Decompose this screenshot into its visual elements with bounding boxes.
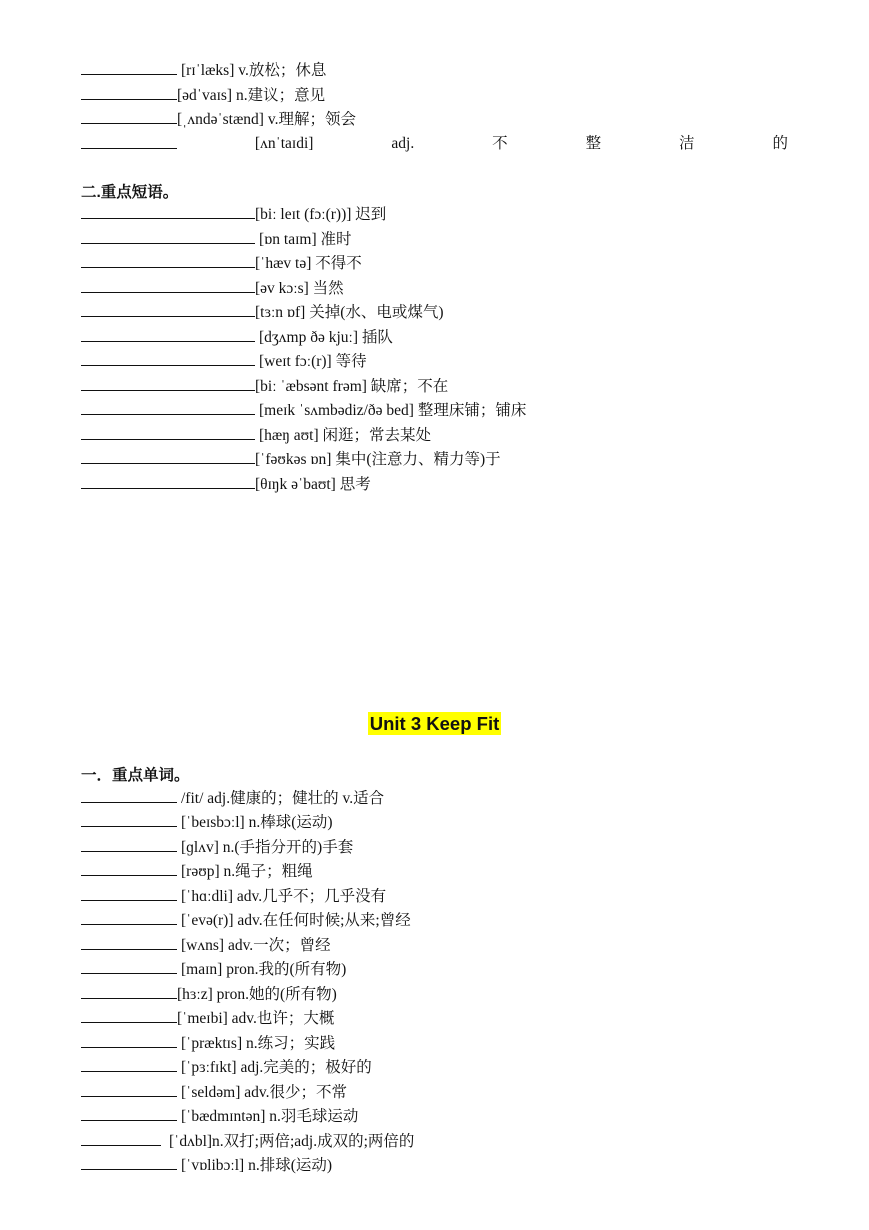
phonetic: [hæŋ aʊt] [259,427,319,444]
phonetic: [ˈpræktɪs] [181,1035,243,1052]
phonetic: [biː ˈæbsənt frəm] [255,378,367,395]
word-part: 洁 [679,135,695,152]
answer-blank[interactable] [81,472,255,489]
answer-blank[interactable] [81,83,177,100]
phonetic: [wʌns] [181,937,225,954]
vocab-line [81,908,411,932]
phonetic: [ˈdʌbl] [169,1133,213,1150]
meaning: 关掉(水、电或煤气) [309,304,444,321]
vocab-line [81,810,333,834]
phonetic: [ʌnˈtaɪdi] [254,135,314,152]
vocab-line [81,786,384,810]
vocab-line [81,1129,414,1153]
unit-title-text: Unit 3 Keep Fit [369,713,500,734]
meaning: 不得不 [315,255,362,272]
meaning: v.理解；领会 [267,111,356,128]
vocab-line [81,1104,358,1128]
answer-blank[interactable] [81,325,255,342]
answer-blank[interactable] [81,884,177,901]
vocab-line [81,107,356,131]
phonetic: [tɜːn ɒf] [255,304,306,321]
answer-blank[interactable] [81,786,177,803]
answer-blank[interactable] [81,933,177,950]
answer-blank[interactable] [81,1153,177,1170]
phonetic: [rəʊp] [181,863,220,880]
answer-blank[interactable] [81,1055,177,1072]
phonetic: [ɡlʌv] [181,839,219,856]
answer-blank[interactable] [81,1129,161,1146]
meaning: 思考 [339,476,371,493]
phonetic: [əv kɔːs] [255,280,309,297]
phrase-line [81,349,367,373]
vocab-line [81,83,325,107]
meaning: n.双打;两倍;adj.成双的;两倍的 [212,1133,415,1150]
meaning: 缺席；不在 [370,378,449,395]
phonetic: [ˈevə(r)] [181,912,234,929]
phrase-line [81,374,448,398]
meaning: n.排球(运动) [248,1157,333,1174]
answer-blank[interactable] [81,835,177,852]
meaning: n.(手指分开的)手套 [222,839,354,856]
meaning: v.放松；休息 [238,62,327,79]
section-heading-words: 一．重点单词。 [81,767,190,784]
answer-blank[interactable] [81,1080,177,1097]
meaning: n.羽毛球运动 [269,1108,359,1125]
meaning: n.绳子；粗绳 [223,863,313,880]
word-part: 不 [492,135,508,152]
answer-blank[interactable] [81,202,255,219]
answer-blank[interactable] [81,349,255,366]
meaning: n.建议；意见 [235,87,326,104]
phonetic: [biː leɪt (fɔː(r))] [255,206,352,223]
word-part: 的 [772,135,788,152]
answer-blank[interactable] [81,132,177,149]
answer-blank[interactable] [81,1104,177,1121]
meaning: pron.我的(所有物) [226,961,347,978]
phonetic: [meɪk ˈsʌmbədiz/ðə bed] [259,402,414,419]
answer-blank[interactable] [81,1031,177,1048]
unit-title [0,713,869,735]
phonetic: [ˌʌndəˈstænd] [177,111,264,128]
answer-blank[interactable] [81,251,255,268]
vocab-line [81,1006,334,1030]
vocab-line-justified [81,132,788,156]
phonetic: /fit/ [181,790,204,807]
phonetic: [maɪn] [181,961,223,978]
answer-blank[interactable] [81,447,255,464]
phrase-line [81,300,444,324]
phonetic: [weɪt fɔː(r)] [259,353,332,370]
phonetic: [ɒn taɪm] [259,231,317,248]
vocab-line [81,1055,372,1079]
meaning: 整理床铺；铺床 [417,402,527,419]
meaning: adv.一次；曾经 [227,937,331,954]
meaning: 集中(注意力、精力等)于 [335,451,501,468]
meaning: 等待 [335,353,367,370]
meaning: 插队 [361,329,393,346]
vocab-line [81,859,313,883]
meaning: adv.很少；不常 [244,1084,348,1101]
meaning: adj.完美的；极好的 [240,1059,372,1076]
phrase-line [81,276,344,300]
phrase-line [81,447,501,471]
phonetic: [ˈhæv tə] [255,255,312,272]
phonetic: [rɪˈlæks] [181,62,235,79]
vocab-line [81,957,346,981]
vocab-line [81,1031,335,1055]
meaning: 当然 [312,280,344,297]
meaning: 准时 [320,231,352,248]
answer-blank[interactable] [81,398,255,415]
meaning: adv.几乎不；几乎没有 [236,888,387,905]
meaning: 闲逛；常去某处 [322,427,432,444]
phonetic: [ˈvɒlibɔːl] [181,1157,245,1174]
meaning: 迟到 [355,206,387,223]
vocab-line [81,58,326,82]
phonetic: [ˈmeɪbi] [177,1010,228,1027]
phrase-line [81,472,371,496]
phonetic: [ˈbædmɪntən] [181,1108,266,1125]
vocab-line [81,884,386,908]
phrase-line [81,325,393,349]
vocab-line [81,1080,347,1104]
meaning: pron.她的(所有物) [216,986,337,1003]
vocab-line [81,1153,332,1177]
answer-blank[interactable] [81,276,255,293]
answer-blank[interactable] [81,374,255,391]
phonetic: [dʒʌmp ðə kjuː] [259,329,359,346]
phrase-line [81,227,352,251]
vocab-line [81,982,337,1006]
vocab-line [81,933,331,957]
phonetic: [ədˈvaɪs] [177,87,233,104]
phrase-line [81,202,386,226]
phonetic: [ˈhɑːdli] [181,888,234,905]
meaning: adj.健康的；健壮的 v.适合 [207,790,385,807]
answer-blank[interactable] [81,957,177,974]
answer-blank[interactable] [81,107,177,124]
word-part: adj. [391,135,415,152]
phonetic: [ˈfəʊkəs ɒn] [255,451,332,468]
answer-blank[interactable] [81,982,177,999]
answer-blank[interactable] [81,300,255,317]
meaning: n.练习；实践 [246,1035,336,1052]
phrase-line [81,251,362,275]
vocab-line [81,835,353,859]
answer-blank[interactable] [81,859,177,876]
phonetic: [ˈbeɪsbɔːl] [181,814,245,831]
section-heading-phrases: 二.重点短语。 [81,184,179,201]
meaning: n.棒球(运动) [248,814,333,831]
phonetic: [ˈseldəm] [181,1084,241,1101]
meaning: adv.也许；大概 [231,1010,335,1027]
phonetic: [ˈpɜːfɪkt] [181,1059,237,1076]
meaning: adv.在任何时候;从来;曾经 [237,912,411,929]
answer-blank[interactable] [81,908,177,925]
phonetic: [θɪŋk əˈbaʊt] [255,476,336,493]
answer-blank[interactable] [81,58,177,75]
phrase-line [81,423,431,447]
phonetic: [hɜːz] [177,986,213,1003]
phrase-line [81,398,526,422]
answer-blank[interactable] [81,810,177,827]
answer-blank[interactable] [81,227,255,244]
word-part: 整 [585,135,602,152]
answer-blank[interactable] [81,423,255,440]
answer-blank[interactable] [81,1006,177,1023]
